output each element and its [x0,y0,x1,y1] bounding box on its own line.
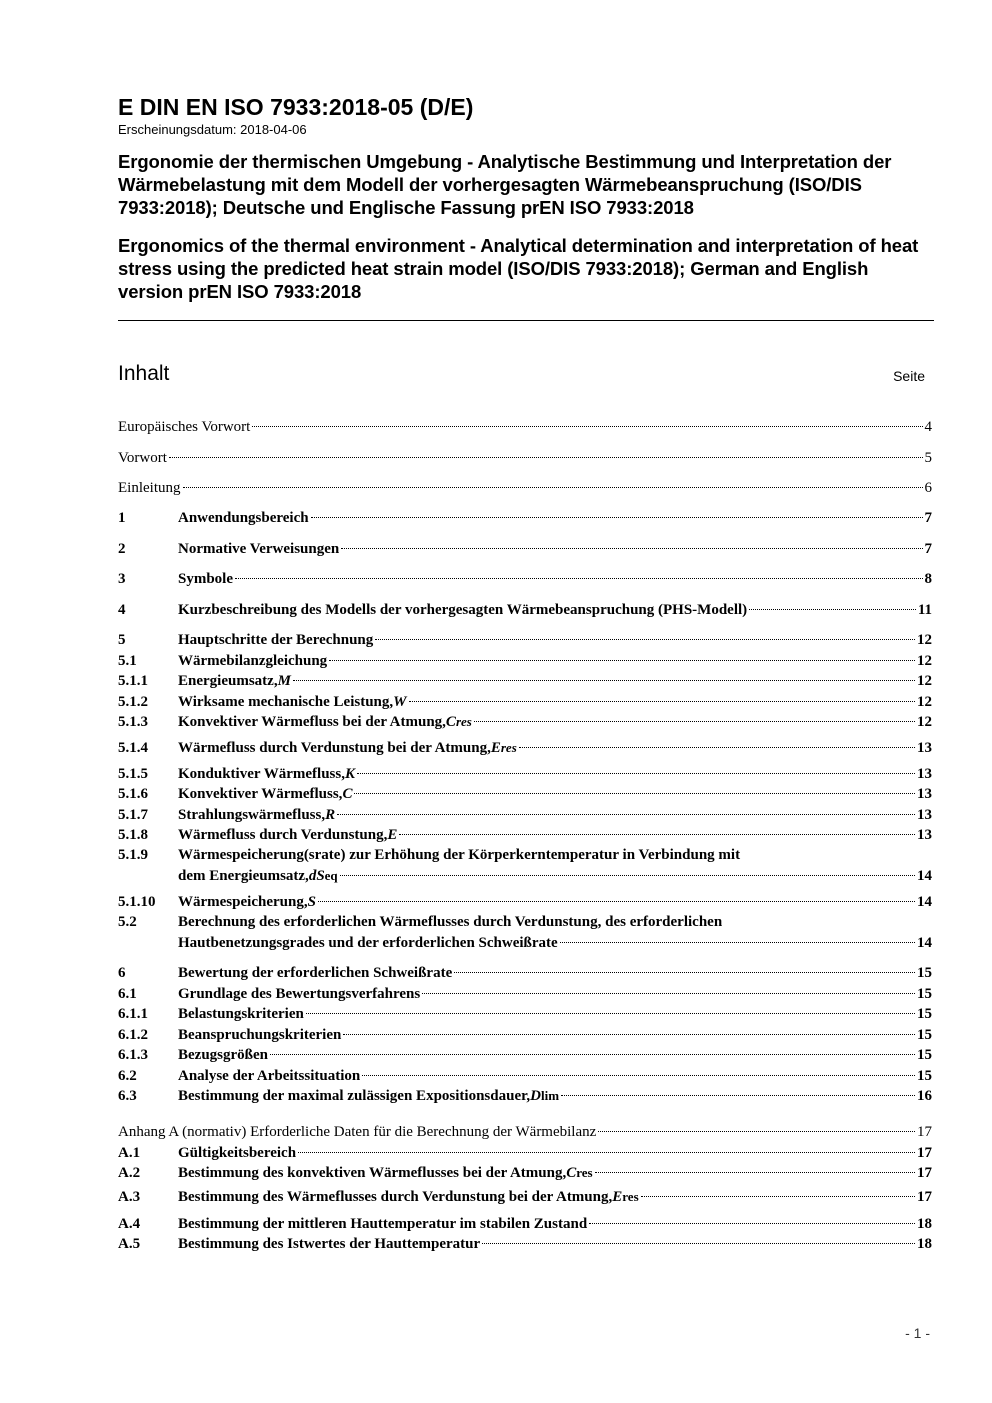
toc-entry[interactable] [118,1214,932,1234]
toc-entry-page: 17 [917,1189,932,1205]
toc-entry-page: 15 [917,1047,932,1063]
toc-entry-page: 17 [917,1145,932,1161]
toc-entry-page: 17 [917,1165,932,1181]
toc-entry-symbol: W [393,694,407,710]
toc-entry-page: 14 [917,868,932,884]
toc-entry[interactable] [118,1163,932,1183]
toc-entry-number: A.2 [118,1165,141,1181]
toc-entry[interactable] [118,1004,932,1024]
toc-entry-title: Wirksame mechanische Leistung, [178,694,394,710]
toc-entry-number: 5.1.6 [118,786,148,802]
toc-entry[interactable] [118,1045,932,1065]
toc-entry-number: 6.1.2 [118,1027,148,1043]
toc-entry-continuation[interactable] [178,933,932,953]
toc-entry-symbol: S [307,894,316,910]
toc-entry-page: 13 [917,786,932,802]
toc-entry-subscript: res [500,740,517,755]
toc-entry-page: 7 [924,510,932,526]
toc-entry-page: 12 [917,632,932,648]
toc-entry-page: 15 [917,965,932,981]
toc-entry[interactable] [118,784,932,804]
toc-entry-subscript: res [455,714,472,729]
toc-entry[interactable] [118,825,932,845]
toc-entry-title: Europäisches Vorwort [118,419,251,435]
toc-entry[interactable] [118,984,932,1004]
toc-leader-dots [293,680,915,681]
toc-entry-page: 14 [917,894,932,910]
toc-entry-page: 13 [917,766,932,782]
toc-leader-dots [362,1075,915,1076]
page-number: - 1 - [905,1325,930,1341]
toc-entry[interactable] [118,1122,932,1142]
toc-entry-page: 18 [917,1236,932,1252]
toc-entry-title: Konduktiver Wärmefluss, [178,766,345,782]
toc-entry-number: 5.1.7 [118,807,148,823]
toc-entry-page: 17 [917,1124,932,1140]
toc-entry-number: 5.1.1 [118,673,148,689]
toc-leader-dots [252,426,922,427]
toc-entry-title: Berechnung des erforderlichen Wärmeflusses durch Verdunstung, des erforderlichen [178,914,723,930]
toc-entry-title: Einleitung [118,480,181,496]
toc-leader-dots [482,1243,915,1244]
toc-entry[interactable] [118,1025,932,1045]
toc-entry[interactable] [118,1234,932,1254]
toc-entry-number: A.1 [118,1145,141,1161]
toc-leader-dots [169,457,923,458]
toc-entry-symbol: C [342,786,353,802]
toc-entry-number: 6.3 [118,1088,137,1104]
toc-entry-symbol: E [387,827,398,843]
toc-entry[interactable] [118,805,932,825]
toc-entry-page: 12 [917,673,932,689]
toc-entry-symbol: D [530,1088,541,1104]
toc-entry-title: Bestimmung des Wärmeflusses durch Verdunstung bei der Atmung, [178,1189,613,1205]
toc-entry-number: 4 [118,602,126,618]
toc-entry-title: Wärmespeicherung(srate) zur Erhöhung der Körperkerntemperatur in Verbindung mit [178,847,741,863]
toc-leader-dots [474,721,915,722]
toc-entry-number: A.4 [118,1216,141,1232]
toc-entry[interactable] [118,478,932,498]
toc-leader-dots [595,1172,915,1173]
toc-entry-title: Bestimmung des Istwertes der Hauttemperatur [178,1236,481,1252]
toc-leader-dots [357,773,915,774]
toc-leader-dots [454,972,915,973]
toc-entry-number: 3 [118,571,126,587]
toc-entry-number: 6.1.3 [118,1047,148,1063]
toc-leader-dots [298,1152,915,1153]
toc-entry-title: Bestimmung der maximal zulässigen Expositionsdauer, [178,1088,531,1104]
toc-entry-title: Bewertung der erforderlichen Schweißrate [178,965,453,981]
toc-entry-continuation[interactable] [178,866,932,886]
toc-entry[interactable] [118,692,932,712]
toc-leader-dots [422,993,915,994]
toc-entry-number: 6.1.1 [118,1006,148,1022]
toc-entry[interactable] [118,1066,932,1086]
toc-entry-number: 5 [118,632,126,648]
toc-entry-title: Anwendungsbereich [178,510,309,526]
toc-entry-title: Energieumsatz, [178,673,278,689]
toc-leader-dots [343,1034,915,1035]
toc-entry-number: 5.1.2 [118,694,148,710]
toc-entry-page: 18 [917,1216,932,1232]
toc-entry-page: 13 [917,740,932,756]
toc-entry-number: 5.1.8 [118,827,148,843]
toc-entry-title-line2: dem Energieumsatz, [178,868,309,884]
toc-entry-title: Vorwort [118,450,167,466]
toc-entry-page: 16 [917,1088,932,1104]
toc-page-label: Seite [893,368,925,384]
toc-entry-page: 7 [924,541,932,557]
toc-entry-number: 2 [118,541,126,557]
toc-entry-page: 12 [917,653,932,669]
toc-entry-subscript: res [576,1165,593,1180]
toc-entry-page: 15 [917,986,932,1002]
toc-entry-number: A.5 [118,1236,141,1252]
toc-leader-dots [519,747,915,748]
toc-entry-page: 14 [917,935,932,951]
toc-entry[interactable] [118,963,932,983]
toc-leader-dots [749,609,916,610]
toc-entry-subscript: lim [540,1088,560,1103]
toc-entry-title: Gültigkeitsbereich [178,1145,297,1161]
toc-entry[interactable] [118,651,932,671]
toc-entry[interactable] [118,1086,932,1106]
toc-entry[interactable] [118,671,932,691]
toc-leader-dots [354,793,915,794]
toc-entry-symbol: E [612,1189,623,1205]
toc-entry-title: Bestimmung der mittleren Hauttemperatur im stabilen Zustand [178,1216,588,1232]
toc-entry-number: 5.2 [118,914,137,930]
toc-leader-dots [270,1054,915,1055]
toc-entry-symbol: E [490,740,501,756]
toc-entry[interactable] [118,508,932,528]
toc-entry-number: 1 [118,510,126,526]
toc-leader-dots [341,548,922,549]
toc-entry[interactable] [118,712,932,732]
toc-entry-title: Wärmebilanzgleichung [178,653,328,669]
header-divider [118,320,934,321]
toc-leader-dots [589,1223,915,1224]
toc-entry-title: Wärmefluss durch Verdunstung bei der Atmung, [178,740,491,756]
toc-entry-number: 5.1.10 [118,894,156,910]
publication-date: Erscheinungsdatum: 2018-04-06 [118,122,307,137]
toc-entry-subscript: eq [324,868,338,883]
toc-entry-page: 4 [924,419,932,435]
toc-entry-title: Beanspruchungskriterien [178,1027,342,1043]
toc-entry-number: 6.1 [118,986,137,1002]
toc-entry-title: Normative Verweisungen [178,541,340,557]
toc-leader-dots [561,1095,915,1096]
toc-entry-number: 5.1.4 [118,740,148,756]
toc-leader-dots [560,942,915,943]
toc-entry-page: 15 [917,1068,932,1084]
toc-entry-symbol: dS [308,868,325,884]
toc-entry-title: Strahlungswärmefluss, [178,807,326,823]
toc-entry-symbol: K [344,766,355,782]
toc-entry[interactable] [118,417,932,437]
toc-entry[interactable] [118,912,932,932]
toc-leader-dots [409,701,916,702]
toc-entry-symbol: R [325,807,336,823]
toc-leader-dots [329,660,915,661]
toc-entry[interactable] [118,1187,932,1207]
toc-entry-title: Bestimmung des konvektiven Wärmeflusses bei der Atmung, [178,1165,567,1181]
toc-entry-title: Analyse der Arbeitssituation [178,1068,361,1084]
toc-entry-subscript: res [622,1189,639,1204]
standard-identifier: E DIN EN ISO 7933:2018-05 (D/E) [118,94,474,120]
toc-entry-page: 15 [917,1006,932,1022]
toc-leader-dots [375,639,915,640]
toc-entry-title-line2: Hautbenetzungsgrades und der erforderlichen Schweißrate [178,935,558,951]
toc-entry[interactable] [118,845,932,865]
toc-entry-title: Hauptschritte der Berechnung [178,632,374,648]
toc-entry-page: 6 [924,480,932,496]
toc-entry-number: 6.2 [118,1068,137,1084]
toc-leader-dots [306,1013,915,1014]
toc-entry-symbol: M [277,673,291,689]
toc-entry-title: Belastungskriterien [178,1006,304,1022]
toc-entry-page: 8 [924,571,932,587]
toc-entry[interactable] [118,569,932,589]
toc-leader-dots [311,517,923,518]
toc-entry[interactable] [118,892,932,912]
toc-entry-page: 5 [924,450,932,466]
toc-entry-title: Grundlage des Bewertungsverfahrens [178,986,421,1002]
toc-entry-title: Symbole [178,571,234,587]
toc-leader-dots [399,834,915,835]
toc-heading: Inhalt [118,362,170,385]
toc-entry[interactable] [118,1143,932,1163]
toc-entry[interactable] [118,600,932,620]
toc-leader-dots [340,875,915,876]
toc-entry[interactable] [118,764,932,784]
toc-entry-page: 12 [917,694,932,710]
toc-entry-page: 11 [917,602,932,618]
toc-entry-number: 5.1.9 [118,847,148,863]
toc-entry-number: 6 [118,965,126,981]
toc-entry-page: 15 [917,1027,932,1043]
toc-entry-number: 5.1 [118,653,137,669]
toc-entry-page: 13 [917,807,932,823]
title-english: Ergonomics of the thermal environment - Analytical determination and interpretation of heat stress using the predicted heat strain model (ISO/DIS 7933:2018); German and English version prEN ISO 7933:2018 [118,235,919,302]
toc-entry-number: 5.1.5 [118,766,148,782]
toc-entry[interactable] [118,738,932,758]
toc-entry[interactable] [118,448,932,468]
toc-entry-symbol: C [445,714,456,730]
toc-entry-title: Bezugsgrößen [178,1047,268,1063]
toc-leader-dots [235,578,922,579]
toc-entry-title: Konvektiver Wärmefluss bei der Atmung, [178,714,446,730]
toc-entry-title: Wärmespeicherung, [178,894,308,910]
toc-entry-title: Wärmefluss durch Verdunstung, [178,827,388,843]
toc-entry[interactable] [118,630,932,650]
toc-entry-title: Anhang A (normativ) Erforderliche Daten für die Berechnung der Wärmebilanz [118,1124,597,1140]
toc-leader-dots [641,1196,915,1197]
toc-entry-title: Kurzbeschreibung des Modells der vorhergesagten Wärmebeanspruchung (PHS-Modell) [178,602,748,618]
title-german: Ergonomie der thermischen Umgebung - Analytische Bestimmung und Interpretation der Wärmebelastung mit dem Modell der vorhergesagten Wärmebeanspruchung (ISO/DIS 7933:2018); Deutsche und Englische Fassung prEN ISO 7933:2018 [118,151,892,218]
document-header [118,94,934,303]
toc-entry[interactable] [118,539,932,559]
toc-leader-dots [337,814,915,815]
toc-entry-number: 5.1.3 [118,714,148,730]
toc-leader-dots [598,1131,915,1132]
toc-entry-number: A.3 [118,1189,141,1205]
toc-entry-title: Konvektiver Wärmefluss, [178,786,343,802]
toc-entry-page: 12 [917,714,932,730]
toc-entry-page: 13 [917,827,932,843]
toc-leader-dots [318,901,915,902]
toc-entry-symbol: C [566,1165,577,1181]
toc-leader-dots [183,487,923,488]
